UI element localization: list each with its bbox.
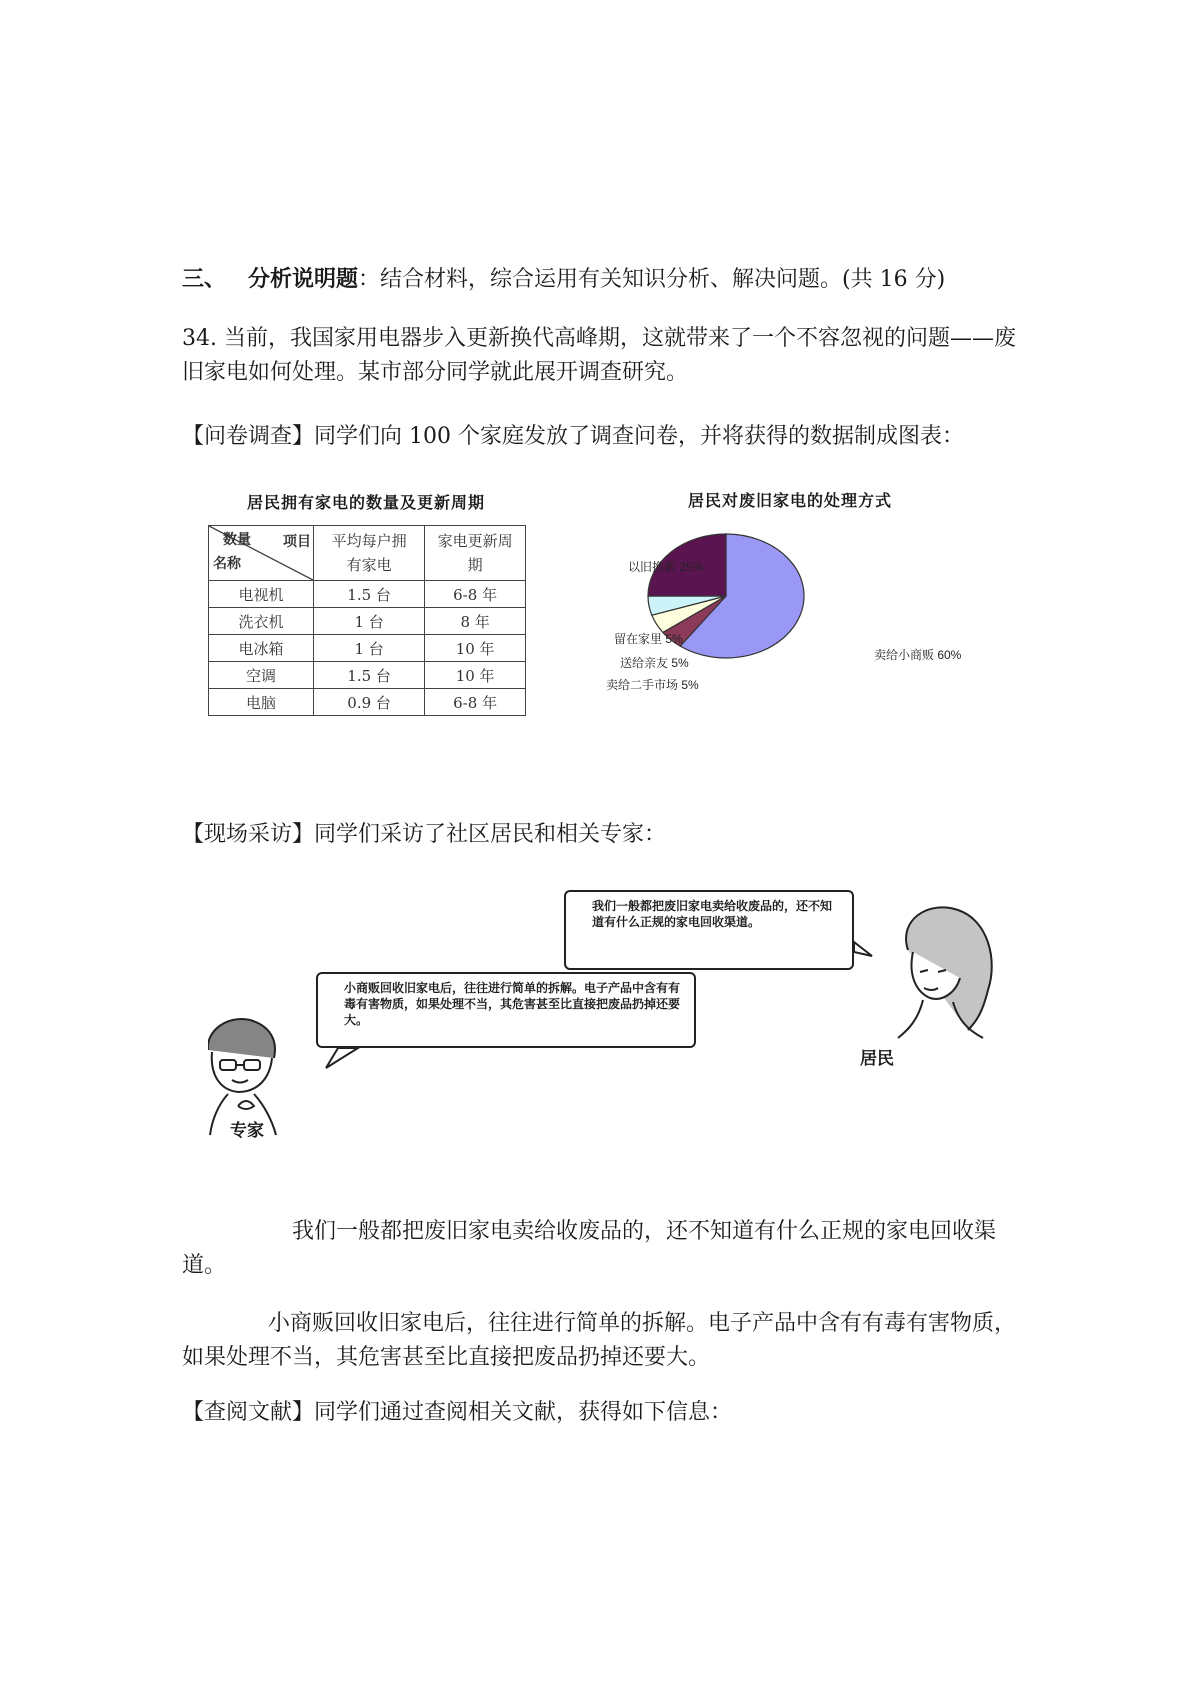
pie-label-second-hand: 卖给二手市场 5%	[606, 678, 699, 692]
row-avg: 1 台	[314, 635, 425, 662]
row-cycle: 10 年	[425, 635, 526, 662]
appliance-table-figure	[208, 490, 528, 716]
section-title	[182, 262, 1022, 297]
pie-label-friends: 送给亲友 5%	[620, 656, 689, 670]
diagonal-header-cell	[209, 526, 314, 581]
row-avg: 1 台	[314, 608, 425, 635]
table-row	[209, 635, 526, 662]
table-row	[209, 689, 526, 716]
row-avg: 0.9 台	[314, 689, 425, 716]
question-34-text: 34. 当前，我国家用电器步入更新换代高峰期，这就带来了一个不容忽视的问题——废旧家电如何处理。某市部分同学就此展开调查研究。	[182, 326, 1016, 385]
table-title: 居民拥有家电的数量及更新周期	[246, 493, 485, 512]
resident-speech-bubble: 我们一般都把废旧家电卖给收废品的，还不知道有什么正规的家电回收渠道。	[564, 890, 854, 970]
table-row	[209, 608, 526, 635]
interview-cartoon	[208, 880, 1008, 1140]
expert-quote: 小商贩回收旧家电后，往往进行简单的拆解。电子产品中含有有毒有害物质，如果处理不当，其危害甚至比直接把废品扔掉还要大。	[182, 1311, 1017, 1370]
pie-title: 居民对废旧家电的处理方式	[687, 491, 892, 510]
header-update-cycle	[425, 526, 526, 581]
header-name: 名称	[213, 556, 241, 572]
section-title-rest: ：结合材料，综合运用有关知识分析、解决问题。(共 16 分)	[358, 267, 946, 292]
table-row	[209, 581, 526, 608]
row-name: 电视机	[209, 581, 314, 608]
pie-label-home: 留在家里 5%	[614, 632, 683, 646]
row-cycle: 6-8 年	[425, 689, 526, 716]
interview-text: 【现场采访】同学们采访了社区居民和相关专家：	[182, 822, 667, 847]
section-number: 三、	[182, 266, 227, 292]
row-avg: 1.5 台	[314, 662, 425, 689]
header-avg-owned	[314, 526, 425, 581]
row-name: 洗衣机	[209, 608, 314, 635]
table-row	[209, 662, 526, 689]
table-header-row	[209, 526, 526, 581]
row-name: 电脑	[209, 689, 314, 716]
row-cycle: 8 年	[425, 608, 526, 635]
row-name: 电冰箱	[209, 635, 314, 662]
header-update-cycle-text: 家电更新周期	[437, 532, 513, 574]
row-cycle: 6-8 年	[425, 581, 526, 608]
row-avg: 1.5 台	[314, 581, 425, 608]
disposal-pie-figure	[580, 488, 1000, 728]
header-avg-owned-text: 平均每户拥有家电	[331, 532, 407, 574]
pie-label-peddler: 卖给小商贩 60%	[874, 648, 962, 662]
resident-caption: 居民	[860, 1049, 894, 1069]
expert-caption: 专家	[230, 1121, 264, 1141]
header-quantity: 数量	[223, 532, 251, 548]
expert-speech-bubble: 小商贩回收旧家电后，往往进行简单的拆解。电子产品中含有有毒有害物质，如果处理不当，其危害甚至比直接把废品扔掉还要大。	[316, 972, 696, 1048]
resident-figure	[898, 907, 992, 1038]
literature-text: 【查阅文献】同学们通过查阅相关文献，获得如下信息：	[182, 1400, 733, 1425]
appliance-table	[208, 525, 526, 716]
resident-quote: 我们一般都把废旧家电卖给收废品的，还不知道有什么正规的家电回收渠道。	[182, 1219, 997, 1278]
row-cycle: 10 年	[425, 662, 526, 689]
pie-label-trade-in: 以旧换新 25%	[628, 560, 704, 574]
section-title-bold: 分析说明题	[248, 266, 359, 292]
row-name: 空调	[209, 662, 314, 689]
header-item: 项目	[283, 534, 311, 550]
survey-text: 【问卷调查】同学们向 100 个家庭发放了调查问卷，并将获得的数据制成图表：	[182, 424, 964, 449]
